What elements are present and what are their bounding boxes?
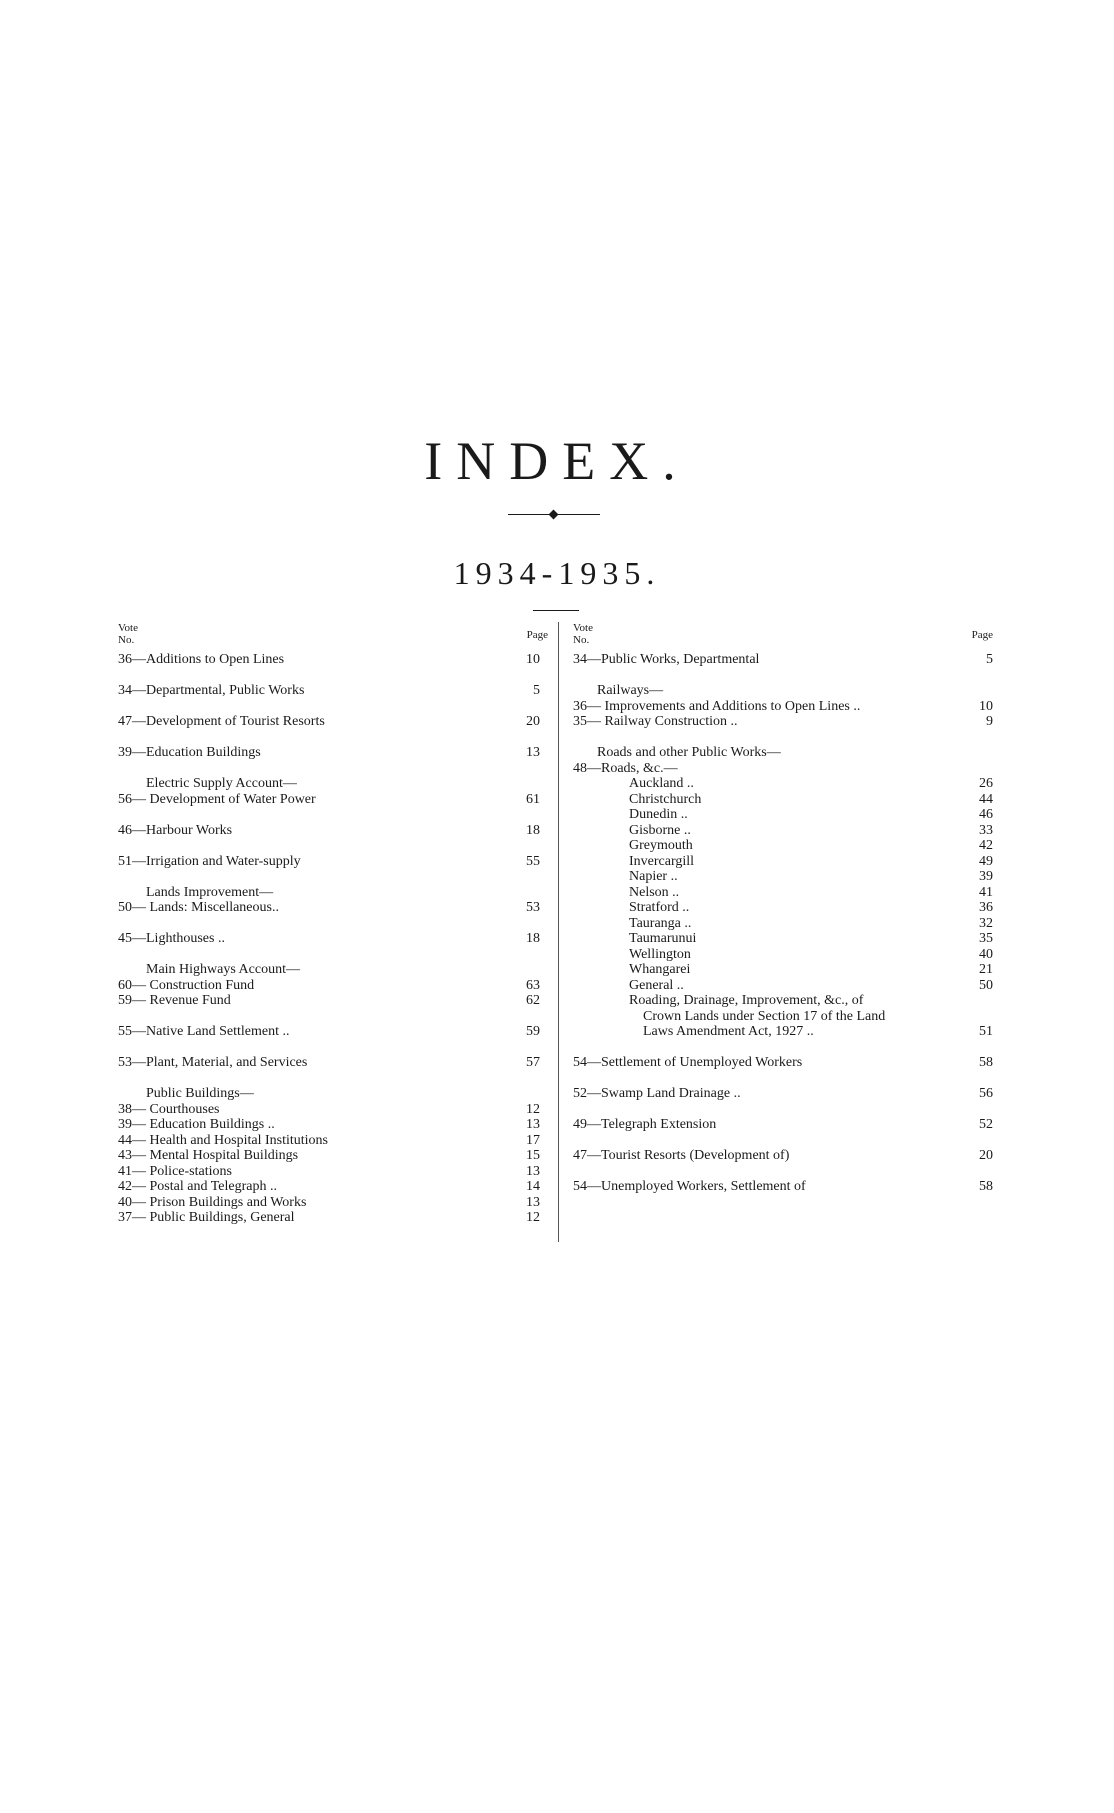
- entry-page-number: 58: [979, 1179, 993, 1194]
- entry-page-number: 32: [979, 915, 993, 931]
- entry-title: Auckland ..: [629, 776, 694, 791]
- entry-title: Public Buildings—: [146, 1086, 254, 1101]
- index-entry: [573, 885, 993, 901]
- index-entry: [118, 978, 548, 994]
- entry-title: Gisborne ..: [629, 822, 691, 838]
- index-entry: [573, 792, 993, 808]
- left-column-header: [118, 622, 548, 652]
- entry-title: Nelson ..: [629, 884, 680, 900]
- index-spacer: [118, 668, 548, 684]
- index-entry: [118, 714, 548, 730]
- entry-title: Dunedin ..: [629, 807, 688, 822]
- index-spacer: [573, 1040, 993, 1056]
- entry-page-number: 5: [986, 652, 993, 667]
- entry-page-number: 20: [979, 1148, 993, 1163]
- index-title: INDEX.: [424, 431, 690, 491]
- index-spacer: [118, 916, 548, 932]
- index-entry: [573, 1179, 993, 1195]
- entry-page-number: 53: [526, 900, 540, 915]
- entry-page-number: 5: [533, 683, 540, 698]
- entry-title: 46—Harbour Works: [118, 822, 233, 838]
- index-spacer: [573, 1164, 993, 1180]
- index-entry: [118, 1179, 548, 1195]
- ornament-diamond: [549, 510, 559, 520]
- index-entry: [573, 1148, 993, 1164]
- entry-title: Railways—: [597, 683, 664, 698]
- index-entry: [118, 900, 548, 916]
- title-ornament: [508, 510, 600, 520]
- entry-page-number: 55: [526, 853, 540, 869]
- index-entry: [573, 900, 993, 916]
- entry-title: Roads and other Public Works—: [597, 745, 781, 760]
- index-entry: [118, 1086, 548, 1102]
- entry-page-number: 49: [979, 853, 993, 869]
- index-entry: [573, 745, 993, 761]
- column-divider: [558, 622, 559, 1242]
- index-year: 1934-1935.: [453, 555, 661, 591]
- entry-title: 38— Courthouses: [118, 1101, 220, 1117]
- entry-page-number: 39: [979, 869, 993, 884]
- entry-title: Main Highways Account—: [146, 962, 300, 977]
- index-entry: [118, 823, 548, 839]
- index-entry: [573, 854, 993, 870]
- left-index-column: [118, 622, 548, 1226]
- entry-page-number: 58: [979, 1055, 993, 1070]
- entry-page-number: 20: [526, 714, 540, 729]
- entry-title: 36— Improvements and Additions to Open Lines ..: [573, 698, 861, 714]
- index-entry: [118, 776, 548, 792]
- index-spacer: [118, 1040, 548, 1056]
- entry-page-number: 59: [526, 1024, 540, 1039]
- entry-title: 55—Native Land Settlement ..: [118, 1024, 290, 1039]
- index-entry: [573, 761, 993, 777]
- index-entry: [118, 1210, 548, 1226]
- right-column-header: [573, 622, 993, 652]
- index-entry: [118, 1055, 548, 1071]
- index-spacer: [573, 730, 993, 746]
- index-entry: [118, 745, 548, 761]
- index-spacer: [118, 838, 548, 854]
- index-entry: [573, 807, 993, 823]
- entry-page-number: 50: [979, 977, 993, 993]
- entry-page-number: 10: [526, 652, 540, 667]
- entry-page-number: 57: [526, 1055, 540, 1070]
- entry-title: 37— Public Buildings, General: [118, 1210, 295, 1225]
- entry-page-number: 26: [979, 776, 993, 791]
- index-entry: [573, 714, 993, 730]
- entry-title: 45—Lighthouses ..: [118, 931, 225, 946]
- entry-page-number: 46: [979, 807, 993, 822]
- entry-title: Laws Amendment Act, 1927 ..: [643, 1024, 814, 1039]
- entry-page-number: 9: [986, 714, 993, 729]
- entry-page-number: 18: [526, 931, 540, 946]
- index-spacer: [118, 699, 548, 715]
- entry-title: 39— Education Buildings ..: [118, 1117, 275, 1132]
- entry-title: 44— Health and Hospital Institutions: [118, 1132, 328, 1148]
- index-entry: [118, 1117, 548, 1133]
- entry-title: 53—Plant, Material, and Services: [118, 1055, 308, 1070]
- index-entry: [573, 947, 993, 963]
- index-spacer: [573, 1133, 993, 1149]
- entry-page-number: 13: [526, 1117, 540, 1132]
- entry-title: 35— Railway Construction ..: [573, 714, 738, 729]
- index-entry: [573, 962, 993, 978]
- entry-title: 47—Tourist Resorts (Development of): [573, 1148, 790, 1163]
- index-entry: [118, 885, 548, 901]
- entry-title: Electric Supply Account—: [146, 776, 297, 791]
- index-entry: [118, 1024, 548, 1040]
- entry-title: Taumarunui: [629, 931, 697, 946]
- entry-title: 59— Revenue Fund: [118, 993, 231, 1008]
- index-entry: [573, 838, 993, 854]
- index-entry: [118, 1133, 548, 1149]
- right-index-column: [573, 622, 993, 1195]
- entry-page-number: 13: [526, 745, 540, 760]
- entry-page-number: 36: [979, 900, 993, 915]
- entry-page-number: 18: [526, 822, 540, 838]
- entry-page-number: 10: [979, 698, 993, 714]
- entry-page-number: 62: [526, 993, 540, 1008]
- entry-page-number: 17: [526, 1132, 540, 1148]
- index-spacer: [118, 730, 548, 746]
- index-entry: [118, 931, 548, 947]
- index-entry: [573, 776, 993, 792]
- year-rule: [533, 610, 579, 611]
- entry-page-number: 61: [526, 791, 540, 807]
- index-entry: [573, 916, 993, 932]
- index-entry: [573, 931, 993, 947]
- entry-title: Greymouth: [629, 838, 693, 853]
- entry-title: 50— Lands: Miscellaneous..: [118, 900, 279, 915]
- index-entry: [573, 869, 993, 885]
- entry-page-number: 41: [979, 884, 993, 900]
- index-entry: [573, 652, 993, 668]
- entry-title: 36—Additions to Open Lines: [118, 652, 285, 667]
- index-spacer: [118, 1071, 548, 1087]
- index-entry: [118, 993, 548, 1009]
- entry-title: Invercargill: [629, 853, 695, 869]
- index-entry: [573, 1117, 993, 1133]
- entry-title: 41— Police-stations: [118, 1163, 232, 1179]
- entry-title: 34—Departmental, Public Works: [118, 683, 305, 698]
- index-entry: [573, 1086, 993, 1102]
- index-entry: [118, 1102, 548, 1118]
- entry-title: Stratford ..: [629, 900, 690, 915]
- entry-title: 51—Irrigation and Water-supply: [118, 853, 301, 869]
- entry-page-number: 21: [979, 962, 993, 977]
- index-entry: [573, 683, 993, 699]
- entry-title: 48—Roads, &c.—: [573, 760, 678, 776]
- index-entry: [573, 699, 993, 715]
- entry-title: Lands Improvement—: [146, 884, 274, 900]
- index-spacer: [118, 761, 548, 777]
- entry-title: Wellington: [629, 946, 691, 962]
- entry-page-number: 51: [979, 1024, 993, 1039]
- vote-no-label: Vote No.: [118, 622, 138, 646]
- entry-title: 40— Prison Buildings and Works: [118, 1194, 307, 1210]
- entry-page-number: 12: [526, 1101, 540, 1117]
- entry-title: Christchurch: [629, 791, 702, 807]
- index-entry: [118, 962, 548, 978]
- entry-page-number: 35: [979, 931, 993, 946]
- entry-title: 43— Mental Hospital Buildings: [118, 1148, 299, 1163]
- entry-page-number: 40: [979, 946, 993, 962]
- index-spacer: [118, 807, 548, 823]
- entry-title: 42— Postal and Telegraph ..: [118, 1179, 277, 1194]
- entry-title: 54—Unemployed Workers, Settlement of: [573, 1179, 806, 1194]
- entry-page-number: 63: [526, 977, 540, 993]
- entry-title: 47—Development of Tourist Resorts: [118, 714, 325, 729]
- index-entry: [118, 854, 548, 870]
- right-entries: [573, 652, 993, 1195]
- entry-page-number: 12: [526, 1210, 540, 1225]
- vote-no-label: Vote No.: [573, 622, 593, 646]
- index-spacer: [573, 1071, 993, 1087]
- left-entries: [118, 652, 548, 1226]
- index-entry: [573, 978, 993, 994]
- entry-title: 34—Public Works, Departmental: [573, 652, 760, 667]
- index-entry: [573, 993, 993, 1009]
- entry-title: 49—Telegraph Extension: [573, 1117, 717, 1132]
- index-entry: [573, 1055, 993, 1071]
- entry-page-number: 13: [526, 1194, 540, 1210]
- entry-title: Crown Lands under Section 17 of the Land: [643, 1008, 886, 1024]
- entry-page-number: 13: [526, 1163, 540, 1179]
- entry-page-number: 56: [979, 1086, 993, 1101]
- entry-page-number: 44: [979, 791, 993, 807]
- entry-page-number: 33: [979, 822, 993, 838]
- entry-page-number: 15: [526, 1148, 540, 1163]
- page-label: Page: [526, 629, 548, 641]
- entry-page-number: 52: [979, 1117, 993, 1132]
- entry-title: 54—Settlement of Unemployed Workers: [573, 1055, 803, 1070]
- index-spacer: [573, 1102, 993, 1118]
- entry-title: General ..: [629, 977, 684, 993]
- index-entry: [573, 823, 993, 839]
- index-entry: [118, 1148, 548, 1164]
- entry-title: 56— Development of Water Power: [118, 791, 316, 807]
- entry-title: 52—Swamp Land Drainage ..: [573, 1086, 741, 1101]
- entry-page-number: 14: [526, 1179, 540, 1194]
- index-spacer: [118, 947, 548, 963]
- index-entry: [118, 1195, 548, 1211]
- index-entry: [118, 1164, 548, 1180]
- index-entry: [118, 792, 548, 808]
- index-spacer: [118, 869, 548, 885]
- index-spacer: [118, 1009, 548, 1025]
- entry-title: 60— Construction Fund: [118, 977, 255, 993]
- index-entry: [118, 683, 548, 699]
- index-spacer: [573, 668, 993, 684]
- entry-page-number: 42: [979, 838, 993, 853]
- entry-title: Napier ..: [629, 869, 678, 884]
- entry-title: Whangarei: [629, 962, 691, 977]
- index-entry: [573, 1024, 993, 1040]
- index-entry: [573, 1009, 993, 1025]
- index-entry: [118, 652, 548, 668]
- entry-title: 39—Education Buildings: [118, 745, 261, 760]
- entry-title: Tauranga ..: [629, 915, 692, 931]
- entry-title: Roading, Drainage, Improvement, &c., of: [629, 993, 864, 1008]
- page-label: Page: [971, 629, 993, 641]
